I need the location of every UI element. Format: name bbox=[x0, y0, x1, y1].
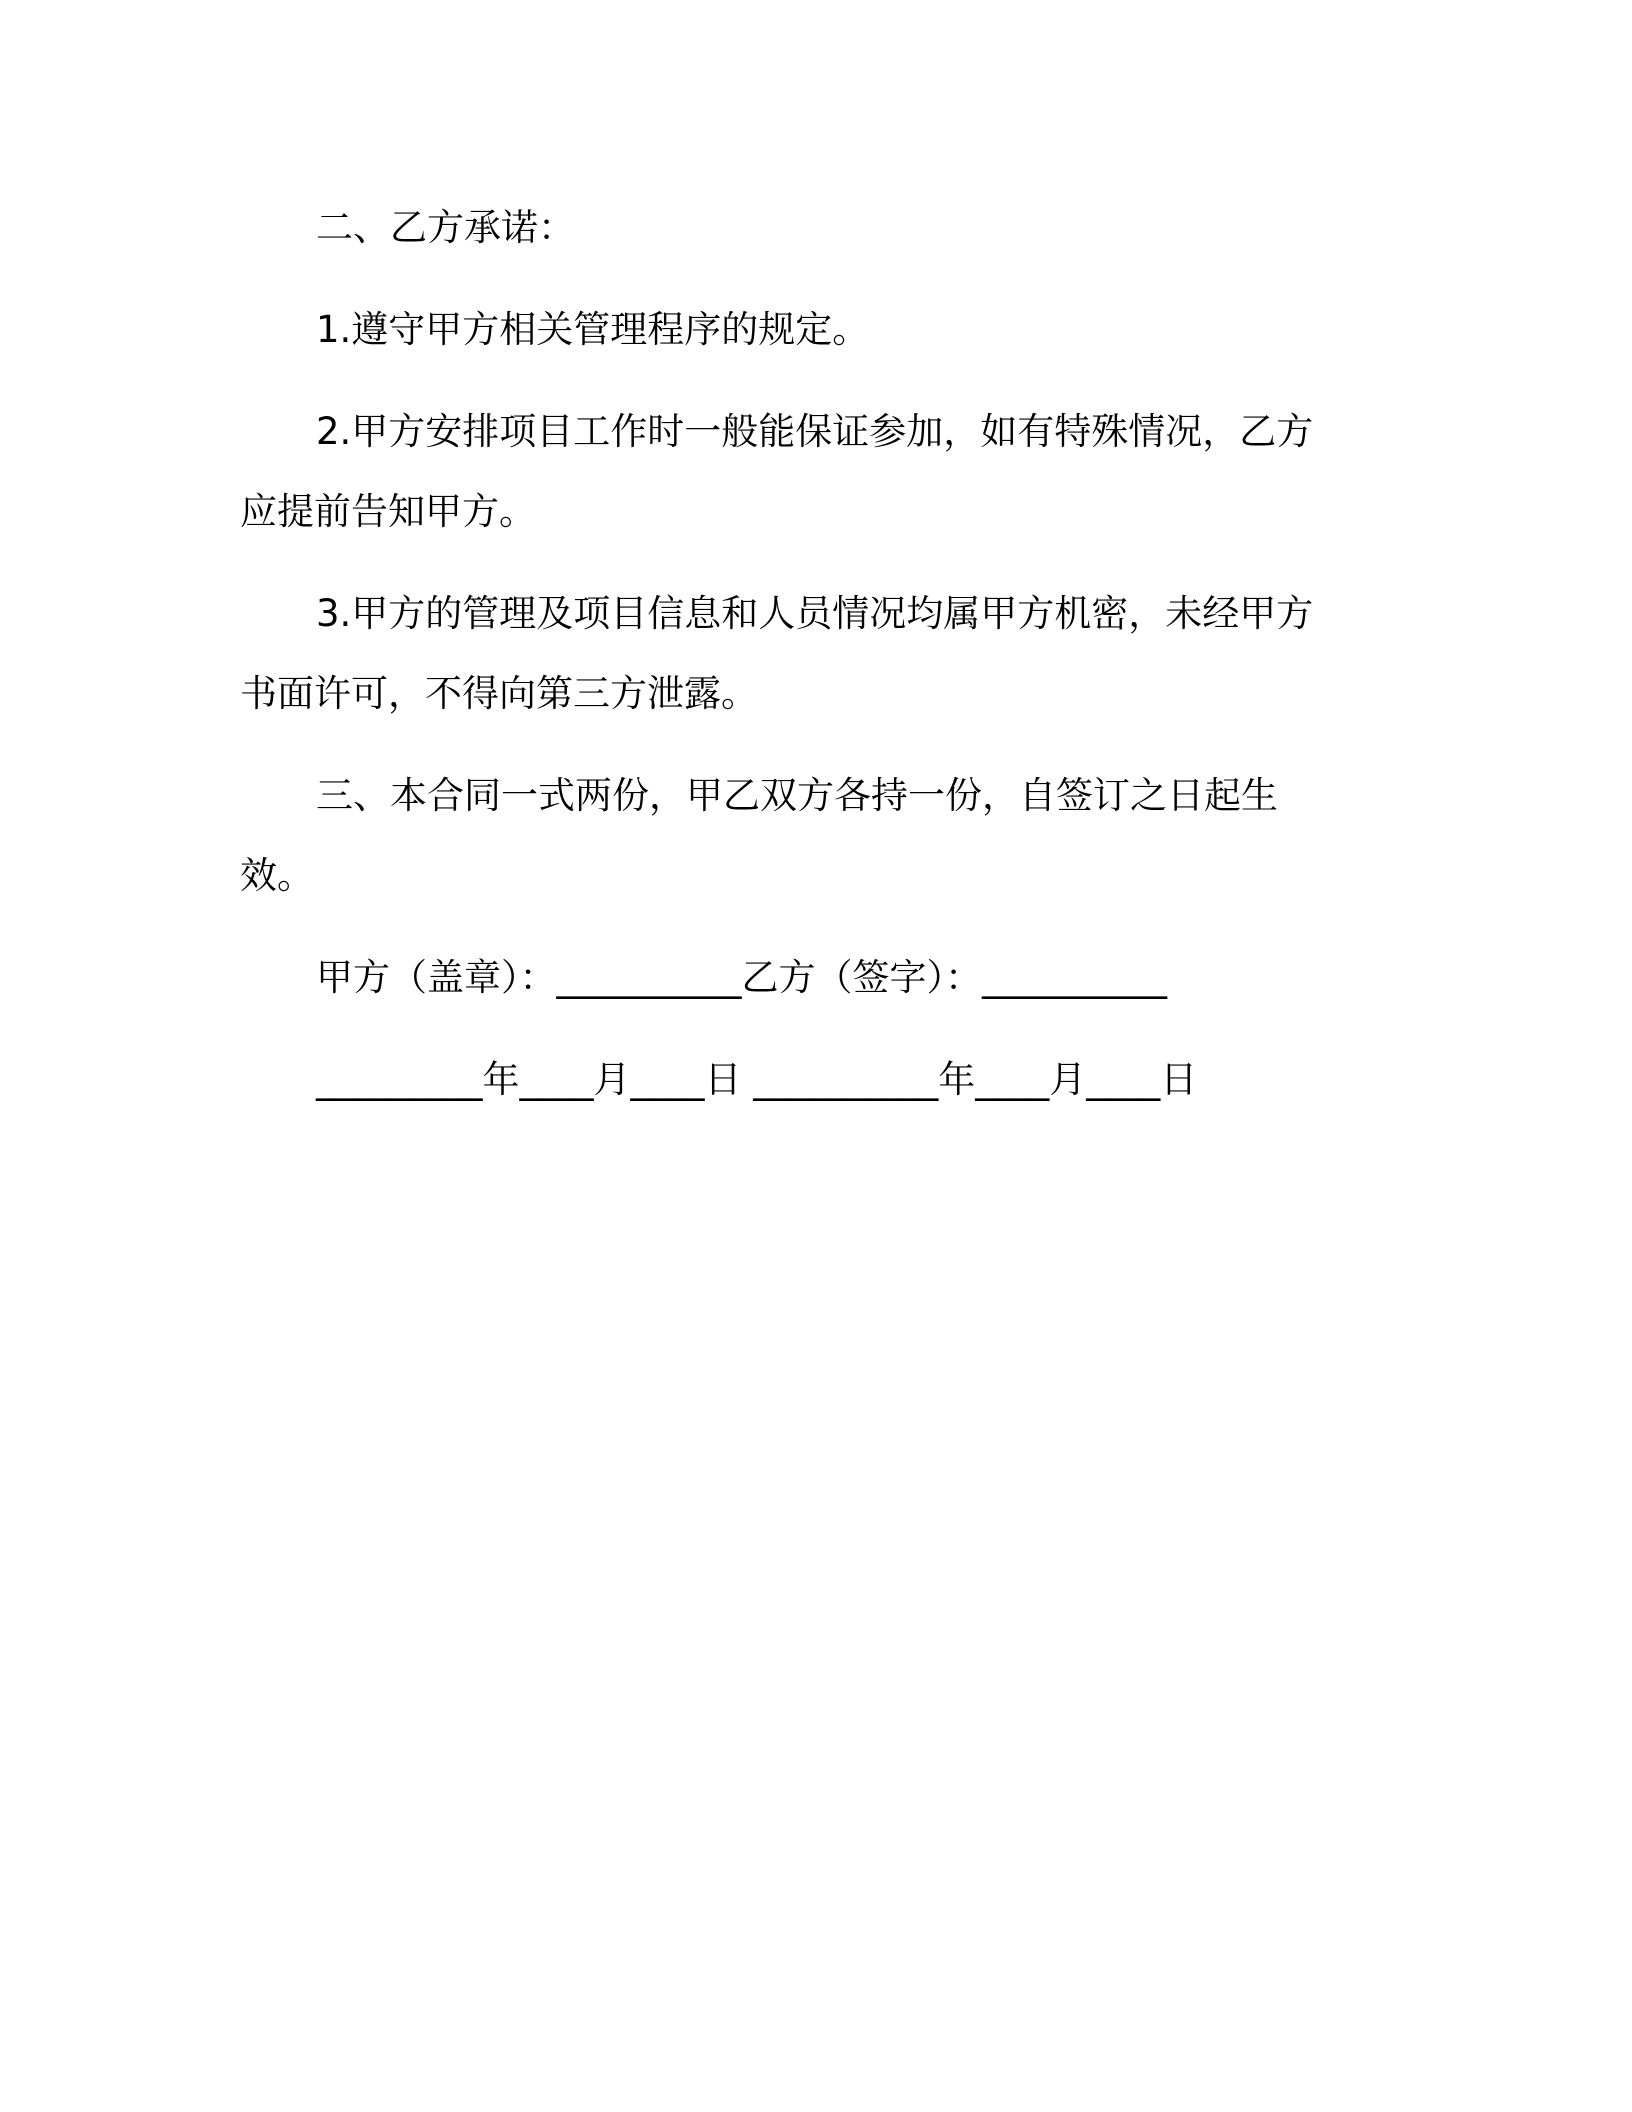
clause-1: 1.遵守甲方相关管理程序的规定。 bbox=[316, 308, 870, 351]
clause-3: 3.甲方的管理及项目信息和人员情况均属甲方机密，未经甲方书面许可，不得向第三方泄露。 bbox=[240, 592, 1314, 715]
date-line: _________年____月____日 __________年____月____日 bbox=[316, 1058, 1198, 1101]
section-two-heading: 二、乙方承诺： bbox=[316, 206, 575, 249]
clause-2: 2.甲方安排项目工作时一般能保证参加，如有特殊情况，乙方应提前告知甲方。 bbox=[240, 410, 1314, 533]
document-body bbox=[240, 188, 1350, 1142]
signature-line: 甲方（盖章）：__________乙方（签字）：__________ bbox=[316, 956, 1167, 999]
section-three: 三、本合同一式两份，甲乙双方各持一份，自签订之日起生效。 bbox=[240, 774, 1278, 897]
